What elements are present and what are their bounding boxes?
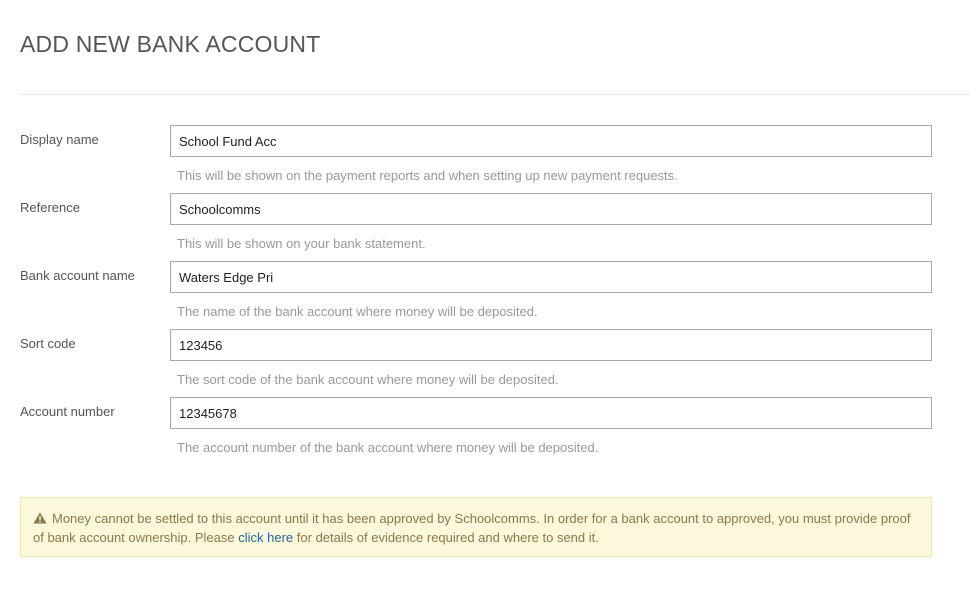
reference-input[interactable]: [170, 193, 932, 225]
alert-text-after: for details of evidence required and where to send it.: [293, 530, 599, 545]
page-title: ADD NEW BANK ACCOUNT: [20, 31, 321, 57]
account-number-input[interactable]: [170, 397, 932, 429]
alert-text-before: Money cannot be settled to this account until it has been approved by Schoolcomms. In order for a bank account to approved, you must provide proof of bank account ownership. Please: [33, 511, 911, 545]
account-number-help: The account number of the bank account where money will be deposited.: [177, 440, 599, 455]
title-divider: [20, 94, 970, 95]
account-number-label: Account number: [20, 404, 115, 419]
approval-warning-alert: [20, 497, 932, 557]
account-number-row: [0, 397, 970, 465]
reference-label: Reference: [20, 200, 80, 215]
bank-account-name-row: [0, 261, 970, 329]
sort-code-input[interactable]: [170, 329, 932, 361]
bank-account-name-input[interactable]: [170, 261, 932, 293]
display-name-row: [0, 125, 970, 193]
bank-account-name-label: Bank account name: [20, 268, 135, 283]
reference-row: [0, 193, 970, 261]
bank-account-name-help: The name of the bank account where money will be deposited.: [177, 304, 538, 319]
sort-code-help: The sort code of the bank account where money will be deposited.: [177, 372, 559, 387]
sort-code-row: [0, 329, 970, 397]
warning-icon: [33, 510, 47, 522]
reference-help: This will be shown on your bank statement.: [177, 236, 426, 251]
click-here-link[interactable]: click here: [238, 530, 294, 545]
sort-code-label: Sort code: [20, 336, 76, 351]
display-name-help: This will be shown on the payment reports and when setting up new payment requests.: [177, 168, 678, 183]
display-name-label: Display name: [20, 132, 99, 147]
display-name-input[interactable]: [170, 125, 932, 157]
